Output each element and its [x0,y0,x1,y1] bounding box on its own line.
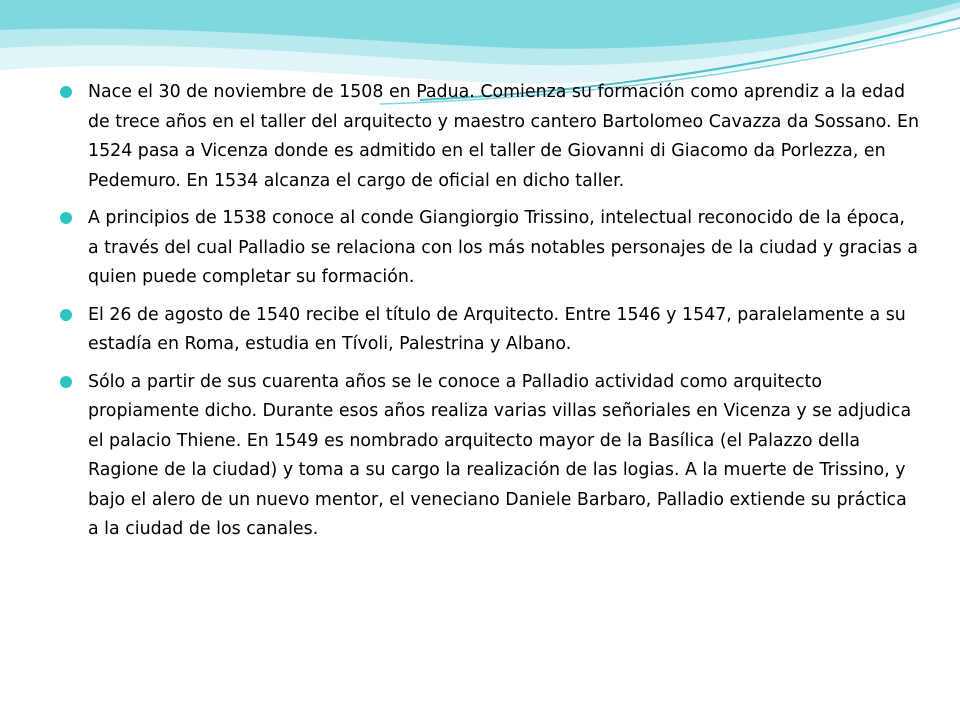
bullet-text: Nace el 30 de noviembre de 1508 en Padua. Comienza su formación como aprendiz a la edad de trece años en el taller del arquitecto y maestro cantero Bartolomeo Cavazza da Sossano. En 1524 pasa a Vicenza donde es admitido en el taller de Giovanni di Giacomo da Porlezza, en Pedemuro. En 1534 alcanza el cargo de oficial en dicho taller. [88,82,920,191]
bullet-list [60,78,920,545]
bullet-item [60,78,920,196]
bullet-dot-icon [60,309,72,321]
bullet-item [60,301,920,360]
bullet-item [60,368,920,545]
bullet-dot-icon [60,86,72,98]
bullet-text: A principios de 1538 conoce al conde Giangiorgio Trissino, intelectual reconocido de la época, a través del cual Palladio se relaciona con los más notables personajes de la ciudad y gracias a quien puede completar su formación. [88,208,918,287]
bullet-text: Sólo a partir de sus cuarenta años se le conoce a Palladio actividad como arquitecto propiamente dicho. Durante esos años realiza varias villas señoriales en Vicenza y se adjudica el palacio Thiene. En 1549 es nombrado arquitecto mayor de la Basílica (el Palazzo della Ragione de la ciudad) y toma a su cargo la realización de las logias. A la muerte de Trissino, y bajo el alero de un nuevo mentor, el veneciano Daniele Barbaro, Palladio extiende su práctica a la ciudad de los canales. [88,371,912,539]
bullet-item [60,204,920,293]
bullet-dot-icon [60,212,72,224]
bullet-text: El 26 de agosto de 1540 recibe el título de Arquitecto. Entre 1546 y 1547, paralelamente a su estadía en Roma, estudia en Tívoli, Palestrina y Albano. [88,304,906,354]
content-area [60,78,920,553]
bullet-dot-icon [60,376,72,388]
